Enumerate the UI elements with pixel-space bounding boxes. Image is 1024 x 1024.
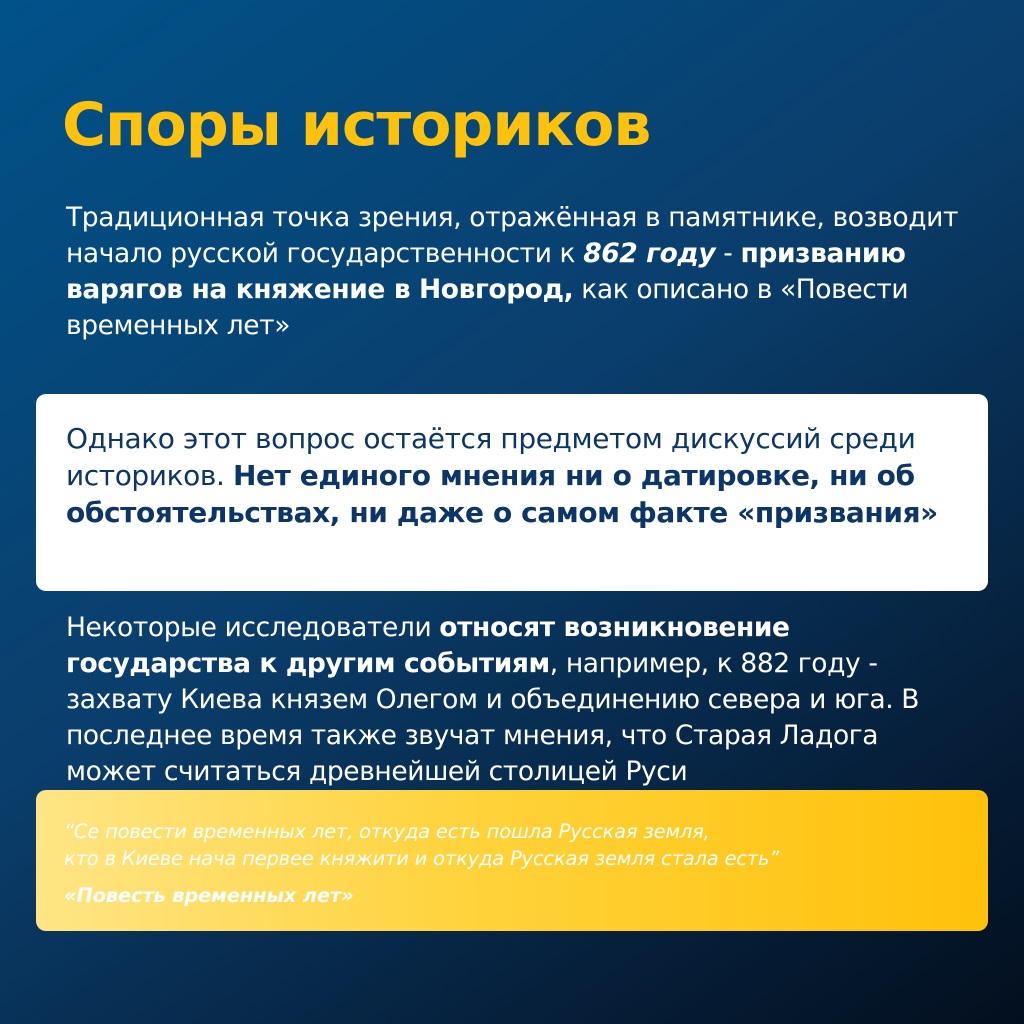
discussion-card (36, 394, 988, 591)
alternative-view-paragraph (66, 610, 964, 790)
alternative-view-text-2: , например, к 882 году - захвату Киева князем Олегом и объединению севера и юга. В последнее время также звучат мнения, что Старая Ладога может считаться древнейшей столицей Руси (66, 648, 920, 787)
quote-card (36, 790, 988, 931)
quote-text (64, 818, 958, 872)
traditional-view-text-1: Традиционная точка зрения, отражённая в памятнике, возводит начало русской государственности к (66, 202, 959, 269)
discussion-bold-text: Нет единого мнения ни о датировке, ни об обстоятельствах, ни даже о самом факте «призвания» (66, 459, 938, 529)
discussion-text: Однако этот вопрос остаётся предметом дискуссий среди историков. (66, 422, 916, 492)
page-title: Споры историков (62, 90, 651, 160)
alternative-view-text-1: Некоторые исследователи (66, 612, 440, 643)
traditional-view-dash: - (715, 238, 741, 269)
year-862: 862 году (583, 238, 716, 269)
discussion-paragraph (66, 420, 948, 531)
quote-line-1: “Се повести временных лет, откуда есть пошла Русская земля, (64, 820, 710, 843)
quote-line-2: кто в Киеве нача первее княжити и откуда Русская земля стала есть” (64, 847, 780, 870)
traditional-view-text-2: как описано в «Повести временных лет» (66, 274, 909, 341)
varangians-calling: призванию варягов на княжение в Новгород, (66, 238, 906, 305)
traditional-view-paragraph (66, 200, 964, 344)
alternative-view-bold: относят возникновение государства к другим событиям (66, 612, 790, 679)
quote-source: «Повесть временных лет» (64, 884, 354, 907)
